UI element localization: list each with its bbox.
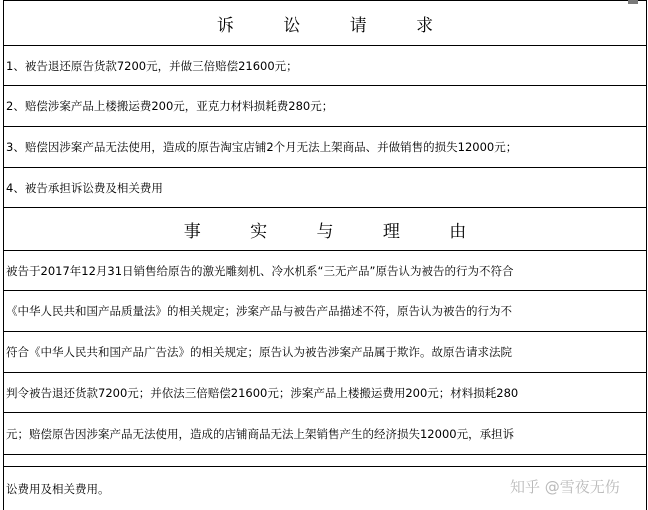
claims-heading-row	[3, 1, 647, 46]
claim-item-4	[3, 168, 647, 208]
left-border	[3, 0, 4, 510]
claims-heading: 诉 讼 请 求	[216, 15, 456, 36]
facts-heading: 事 实 与 理 由	[183, 221, 489, 242]
facts-text: 《中华人民共和国产品质量法》的相关规定；涉案产品与被告产品描述不符，原告认为被告的行为不	[6, 304, 512, 318]
facts-text: 符合《中华人民共和国产品广告法》的相关规定；原告认为被告涉案产品属于欺诈。故原告请求法院	[6, 345, 512, 359]
facts-text: 讼费用及相关费用。	[6, 481, 110, 496]
claim-text: 2、赔偿涉案产品上楼搬运费200元，亚克力材料损耗费280元；	[6, 99, 334, 113]
facts-line-3	[3, 332, 647, 373]
watermark: 知乎 @雪夜无伤	[510, 478, 620, 496]
facts-heading-row	[3, 208, 647, 251]
facts-line-4	[3, 373, 647, 413]
claim-item-3	[3, 127, 647, 168]
claim-item-2	[3, 86, 647, 127]
right-border	[646, 0, 647, 510]
facts-text: 判令被告退还货款7200元；并依法三倍赔偿21600元；涉案产品上楼搬运费用200元；材料损耗280	[6, 385, 519, 400]
facts-line-5	[3, 413, 647, 455]
claim-text: 3、赔偿因涉案产品无法使用，造成的原告淘宝店铺2个月无法上架商品、并做销售的损失12000元；	[6, 140, 518, 154]
facts-line-2	[3, 291, 647, 332]
claim-item-1	[3, 46, 647, 86]
section-gap	[3, 455, 647, 467]
facts-text: 被告于2017年12月31日销售给原告的激光雕刻机、冷水机系“三无产品”原告认为被告的行为不符合	[6, 263, 514, 278]
facts-line-1	[3, 251, 647, 291]
claim-text: 1、被告退还原告货款7200元，并做三倍赔偿21600元；	[6, 58, 298, 73]
facts-text: 元；赔偿原告因涉案产品无法使用，造成的店铺商品无法上架销售产生的经济损失12000元，承担诉	[6, 426, 515, 441]
claim-text: 4、被告承担诉讼费及相关费用	[6, 180, 163, 195]
